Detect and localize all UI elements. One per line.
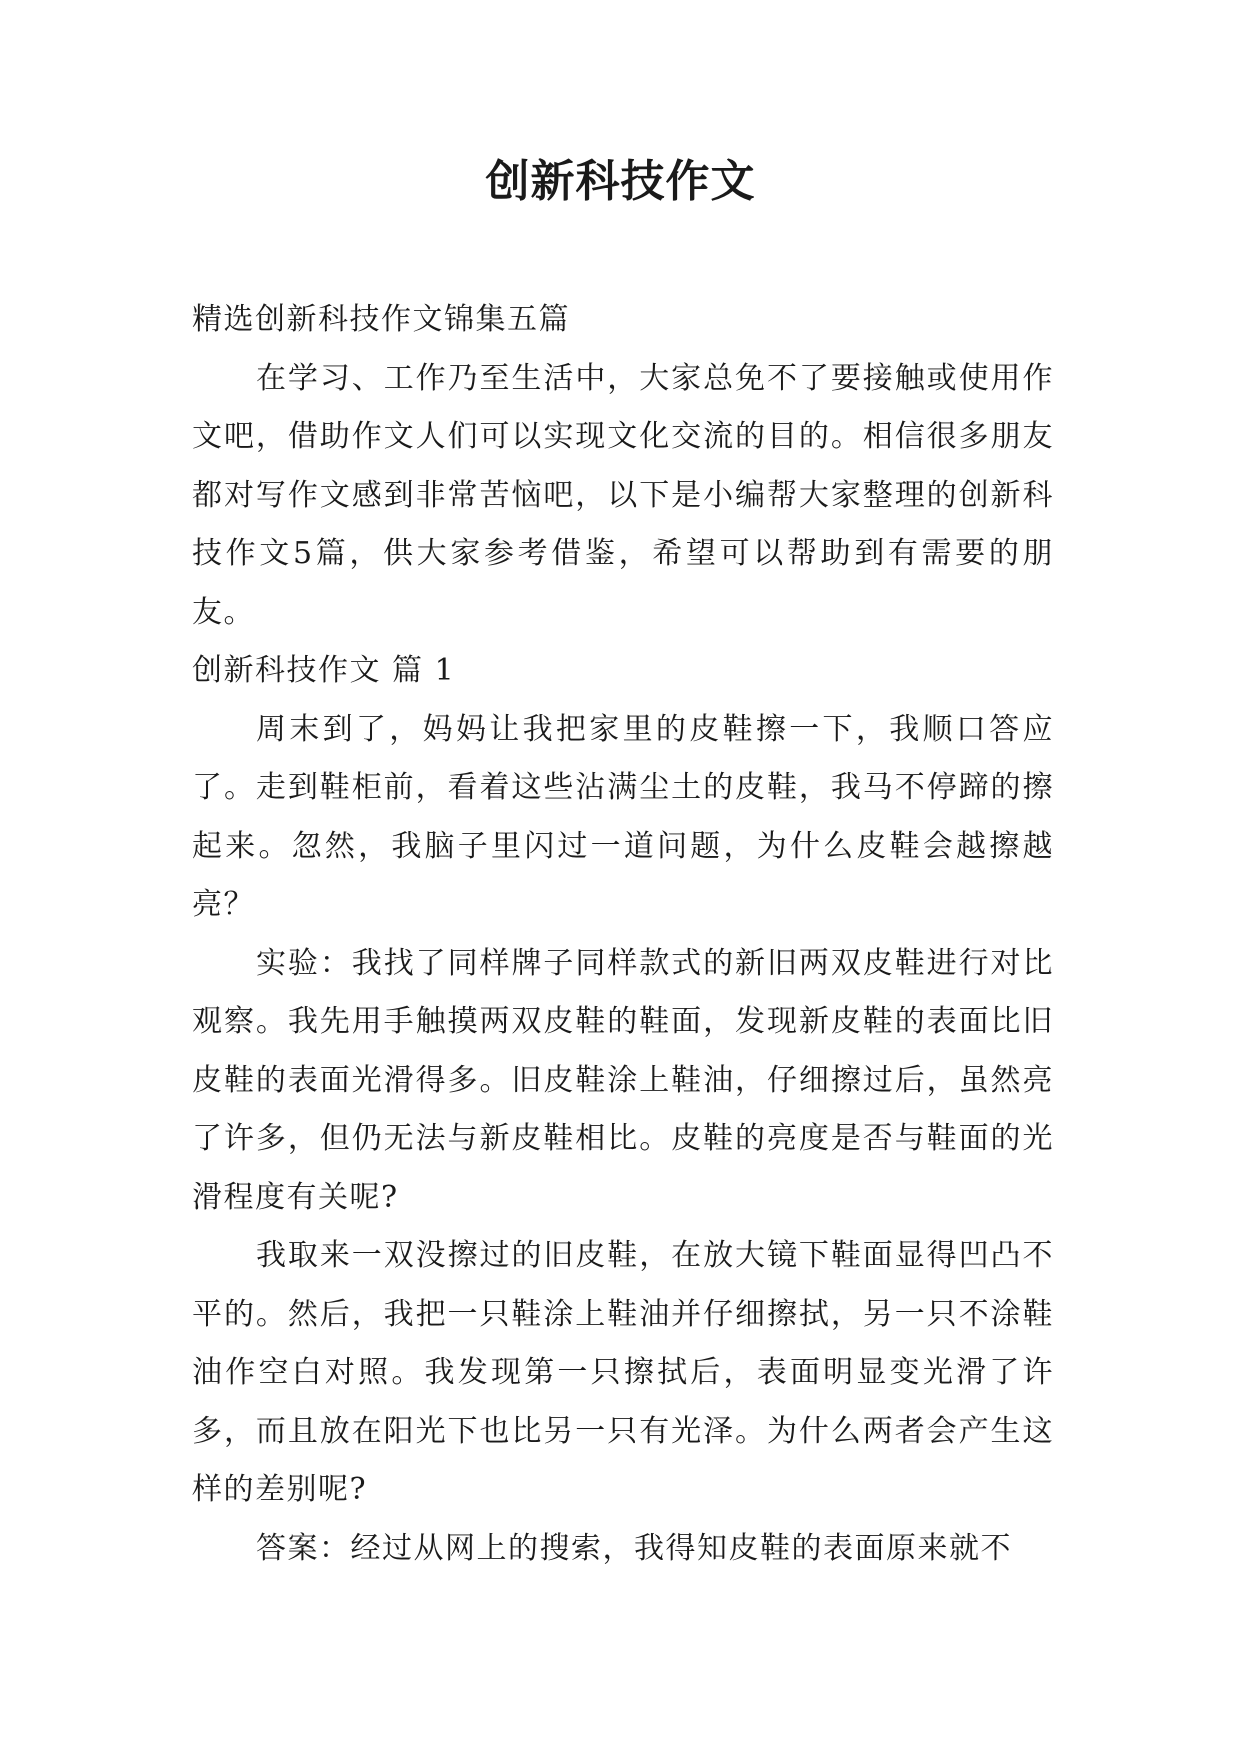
- document-title: 创新科技作文: [485, 156, 756, 207]
- body-paragraph: 答案：经过从网上的搜索，我得知皮鞋的表面原来就不: [256, 1530, 1012, 1566]
- section-heading: 创新科技作文 篇 1: [192, 653, 456, 688]
- body-paragraph: 周末到了，妈妈让我把家里的皮鞋擦一下，我顺口答应了。走到鞋柜前，看着这些沾满尘土的皮鞋，我马不停蹄的擦起来。忽然，我脑子里闪过一道问题，为什么皮鞋会越擦越亮？: [192, 711, 1054, 922]
- document-subtitle: 精选创新科技作文锦集五篇: [192, 302, 570, 337]
- body-paragraph: 实验：我找了同样牌子同样款式的新旧两双皮鞋进行对比观察。我先用手触摸两双皮鞋的鞋面，发现新皮鞋的表面比旧皮鞋的表面光滑得多。旧皮鞋涂上鞋油，仔细擦过后，虽然亮了许多，但仍无法与新皮鞋相比。皮鞋的亮度是否与鞋面的光滑程度有关呢?: [192, 945, 1054, 1215]
- body-paragraph: 我取来一双没擦过的旧皮鞋，在放大镜下鞋面显得凹凸不平的。然后，我把一只鞋涂上鞋油并仔细擦拭，另一只不涂鞋油作空白对照。我发现第一只擦拭后，表面明显变光滑了许多，而且放在阳光下也比另一只有光泽。为什么两者会产生这样的差别呢?: [192, 1238, 1054, 1507]
- document-body: [192, 291, 1054, 1578]
- intro-paragraph: 在学习、工作乃至生活中，大家总免不了要接触或使用作文吧，借助作文人们可以实现文化交流的目的。相信很多朋友都对写作文感到非常苦恼吧，以下是小编帮大家整理的创新科技作文5篇，供大家参考借鉴，希望可以帮助到有需要的朋友。: [192, 360, 1054, 630]
